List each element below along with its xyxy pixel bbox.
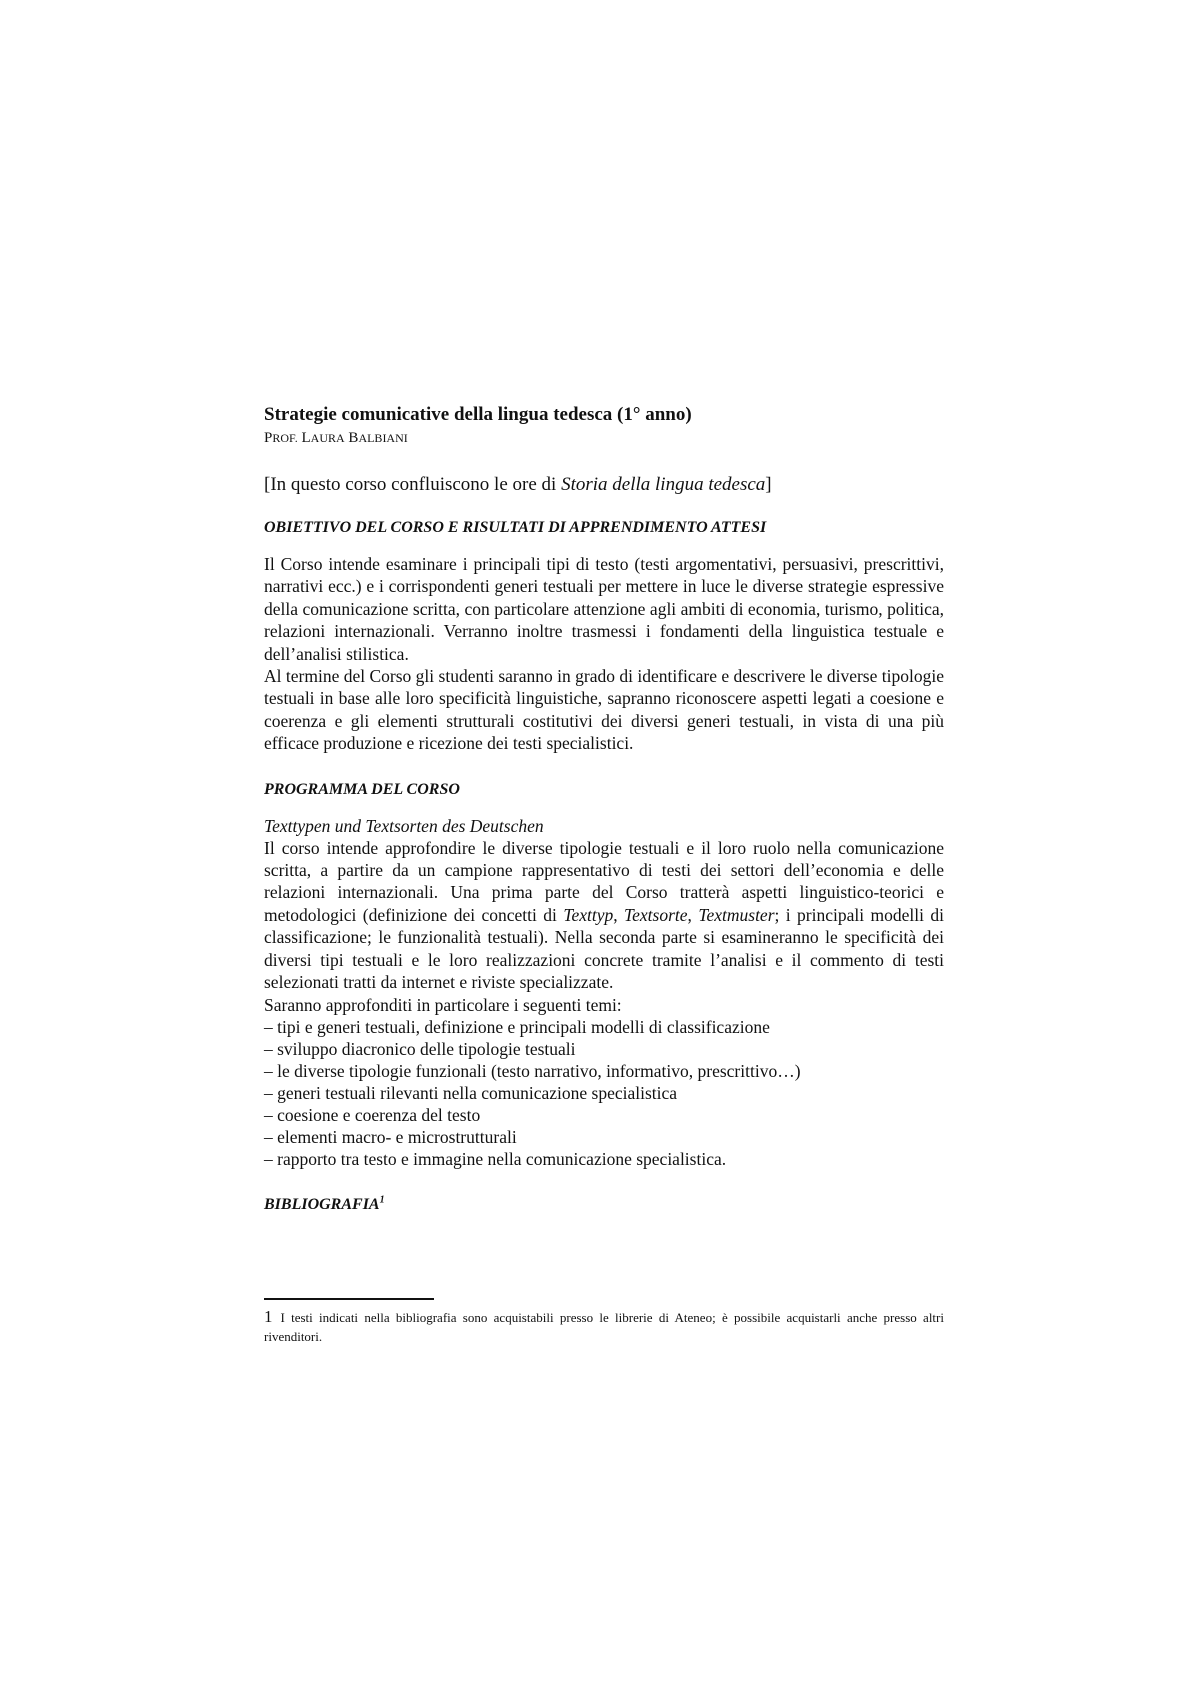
footnote-number: 1	[264, 1307, 273, 1326]
objectives-heading: OBIETTIVO DEL CORSO E RISULTATI DI APPRENDIMENTO ATTESI	[264, 519, 767, 536]
bibliography-heading: BIBLIOGRAFIA$^1$	[264, 1194, 385, 1213]
term-textsorte: Textsorte	[624, 904, 688, 925]
course-note: [In questo corso confluiscono le ore di Storia della lingua tedesca]	[264, 474, 772, 495]
list-item: – coesione e coerenza del testo	[264, 1104, 481, 1125]
objectives-section	[264, 553, 944, 755]
outcomes-paragraph: Al termine del Corso gli studenti saranno in grado di identificare e descrivere le diverse tipologie testuali in base alle loro specificità linguistiche, sapranno riconoscere aspetti legati a coesione e coerenza e gli elementi strutturali costitutivi dei diversi generi testuali, in vista di una più efficace produzione e ricezione dei testi specialistici.	[264, 666, 944, 754]
course-title: Strategie comunicative della lingua tedesca (1° anno)	[264, 404, 692, 425]
topics-intro: Saranno approfonditi in particolare i seguenti temi:	[264, 994, 622, 1015]
course-description	[264, 403, 944, 1216]
list-item: – generi testuali rilevanti nella comunicazione specialistica	[264, 1082, 678, 1103]
list-item: – rapporto tra testo e immagine nella comunicazione specialistica.	[264, 1148, 727, 1169]
professor-name: PROF. LAURA BALBIANI	[264, 430, 408, 446]
term-textmuster: Textmuster	[698, 904, 775, 925]
list-item: – sviluppo diacronico delle tipologie testuali	[264, 1038, 576, 1059]
program-heading: PROGRAMMA DEL CORSO	[264, 780, 460, 798]
course-note-title: Storia della lingua tedesca	[561, 474, 766, 495]
footnote-reference: 1	[379, 1194, 385, 1206]
term-texttyp: Texttyp	[563, 904, 614, 925]
footnote	[264, 1307, 944, 1346]
program-paragraph: Il corso intende approfondire le diverse tipologie testuali e il loro ruolo nella comunicazione scritta, a partire da un campione rappresentativo di testi dei settori dell’economia e delle relazioni internazionali. Una prima parte del Corso tratterà aspetti linguistico-teorici e metodologici (definizione dei concetti di Texttyp, Textsorte, Textmuster; i principali modelli di classificazione; le funzionalità testuali). Nella seconda parte si esamineranno le specificità dei diversi tipi testuali e le loro realizzazioni concrete tramite l’analisi e il commento di testi selezionati tratti da internet e riviste specializzate.	[264, 837, 945, 993]
list-item: – tipi e generi testuali, definizione e principali modelli di classificazione	[264, 1016, 770, 1037]
objectives-paragraph: Il Corso intende esaminare i principali tipi di testo (testi argomentativi, persuasivi, prescrittivi, narrativi ecc.) e i corrispondenti generi testuali per mettere in luce le diverse strategie espressive della comunicazione scritta, con particolare attenzione agli ambiti di economia, turismo, politica, relazioni internazionali. Verranno inoltre trasmessi i fondamenti della linguistica testuale e dell’analisi stilistica.	[264, 554, 944, 664]
topics-list	[264, 1016, 944, 1170]
list-item: – le diverse tipologie funzionali (testo narrativo, informativo, prescrittivo…)	[264, 1060, 801, 1081]
program-subtitle: Texttypen und Textsorten des Deutschen	[264, 815, 544, 836]
footnote-text: I testi indicati nella bibliografia sono acquistabili presso le librerie di Ateneo; è possibile acquistarli anche presso altri rivenditori.	[264, 1310, 944, 1344]
list-item: – elementi macro- e microstrutturali	[264, 1126, 517, 1147]
footnote-divider	[264, 1298, 434, 1300]
